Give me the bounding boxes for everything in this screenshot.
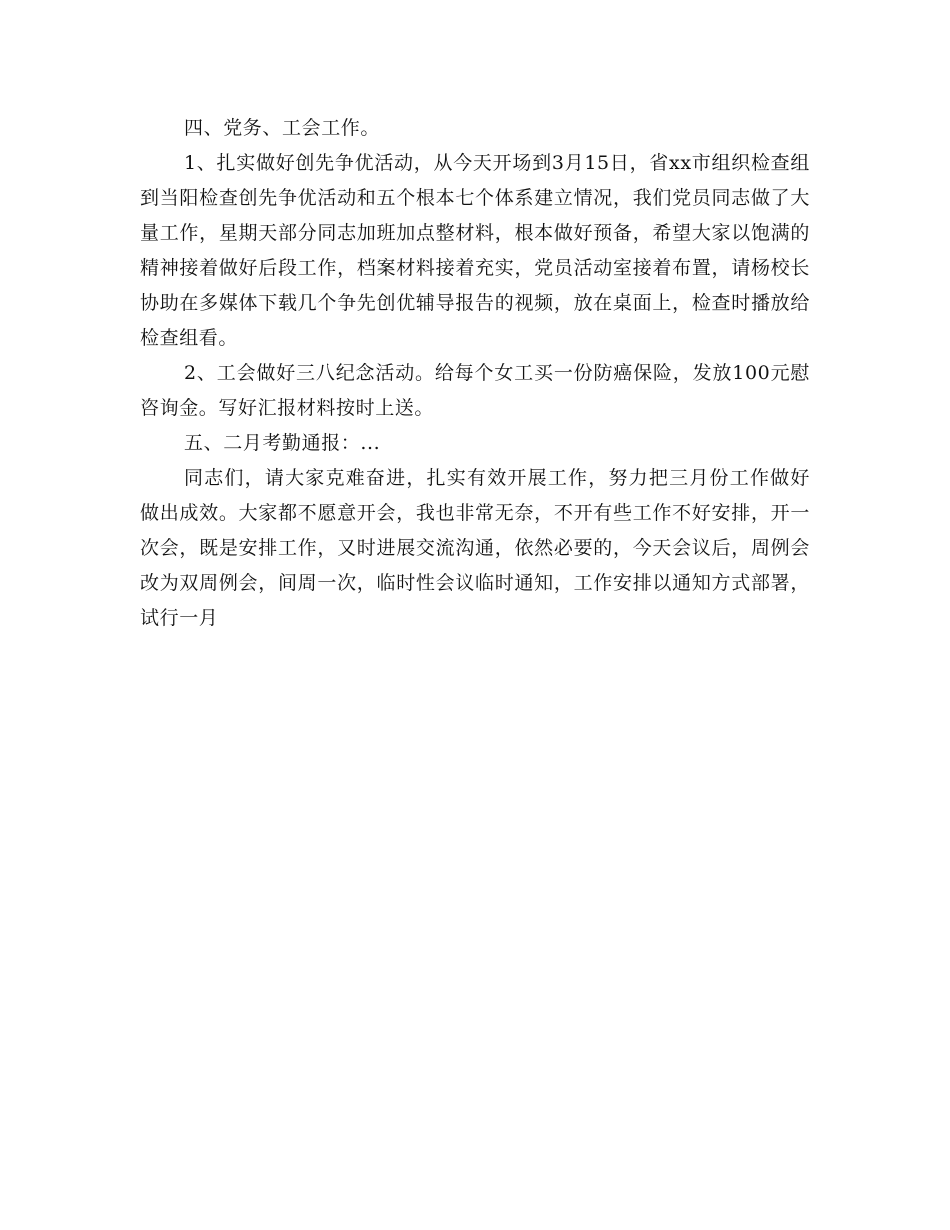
paragraph-womens-day-activity: 2、工会做好三八纪念活动。给每个女工买一份防癌保险，发放100元慰咨询金。写好汇报材料按时上送。: [140, 362, 810, 419]
paragraph-excellence-activity: 1、扎实做好创先争优活动，从今天开场到3月15日，省xx市组织检查组到当阳检查创先争优活动和五个根本七个体系建立情况，我们党员同志做了大量工作，星期天部分同志加班加点整材料，根本做好预备，希望大家以饱满的精神接着做好后段工作，档案材料接着充实，党员活动室接着布置，请杨校长协助在多媒体下载几个争先创优辅导报告的视频，放在桌面上，检查时播放给检查组看。: [140, 152, 810, 349]
section-heading-party-union: 四、党务、工会工作。: [184, 117, 381, 139]
document-body: [140, 111, 810, 636]
section-heading-attendance-report: 五、二月考勤通报：...: [184, 432, 381, 454]
paragraph-closing-remarks: 同志们，请大家克难奋进，扎实有效开展工作，努力把三月份工作做好做出成效。大家都不愿意开会，我也非常无奈，不开有些工作不好安排，开一次会，既是安排工作，又时进展交流沟通，依然必要的，今天会议后，周例会改为双周例会，间周一次，临时性会议临时通知，工作安排以通知方式部署，试行一月: [140, 467, 810, 629]
